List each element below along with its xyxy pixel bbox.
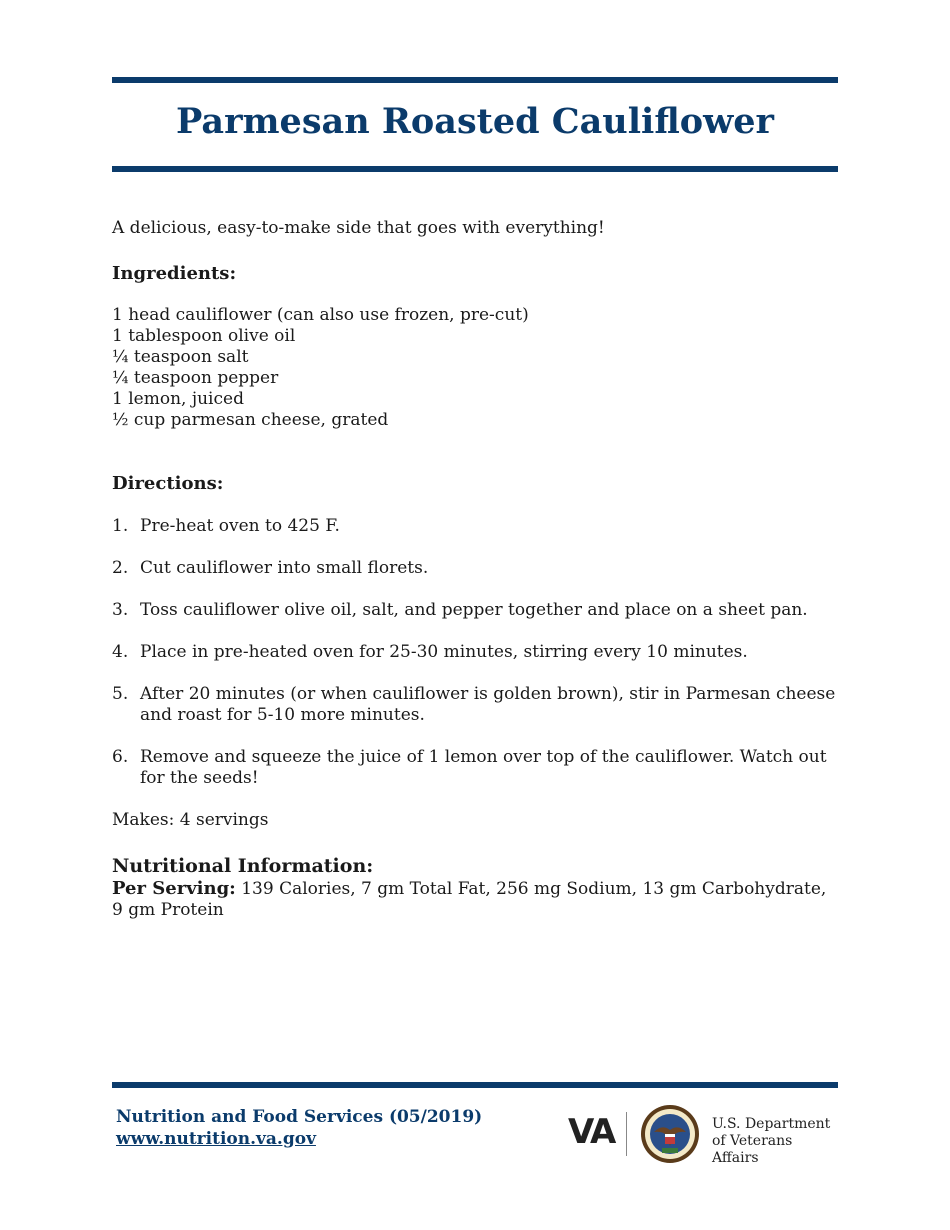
ingredient-item: 1 lemon, juiced: [112, 389, 244, 409]
va-wordmark: VA: [568, 1112, 615, 1152]
ingredient-item: ¼ teaspoon salt: [112, 347, 249, 367]
step-number: 5.: [112, 684, 129, 704]
direction-step: [112, 642, 840, 663]
ingredient-item: ½ cup parmesan cheese, grated: [112, 410, 389, 430]
nutrition-heading: Nutritional Information:: [112, 855, 374, 877]
direction-step: [112, 684, 840, 726]
step-number: 4.: [112, 642, 129, 662]
step-text: Place in pre-heated oven for 25-30 minutes, stirring every 10 minutes.: [140, 642, 748, 662]
direction-step: [112, 516, 840, 537]
ingredient-item: 1 head cauliflower (can also use frozen, pre-cut): [112, 305, 529, 325]
per-serving-values: 139 Calories, 7 gm Total Fat, 256 mg Sodium, 13 gm Carbohydrate, 9 gm Protein: [112, 879, 827, 920]
footer-rule: [112, 1082, 838, 1088]
per-serving-label: Per Serving:: [112, 878, 236, 899]
ingredient-item: 1 tablespoon olive oil: [112, 326, 296, 346]
dept-name: [712, 1116, 840, 1167]
footer-info: [116, 1106, 482, 1150]
step-number: 6.: [112, 747, 129, 767]
footer-org: Nutrition and Food Services (05/2019): [116, 1107, 483, 1127]
directions-list: [112, 516, 840, 789]
logo-divider: [626, 1112, 627, 1156]
footer-url-link[interactable]: www.nutrition.va.gov: [116, 1129, 316, 1149]
header-rule-top: [112, 77, 838, 83]
dept-line-1: U.S. Department: [712, 1116, 831, 1132]
directions-heading: Directions:: [112, 473, 224, 494]
va-seal-icon: [640, 1104, 700, 1164]
step-text: Pre-heat oven to 425 F.: [140, 516, 340, 536]
direction-step: [112, 747, 840, 789]
dept-line-2: of Veterans Affairs: [712, 1133, 793, 1166]
step-text: Cut cauliflower into small florets.: [140, 558, 429, 578]
servings-text: Makes: 4 servings: [112, 810, 269, 830]
va-logo: [568, 1102, 840, 1164]
header-rule-bottom: [112, 166, 838, 172]
intro-text: A delicious, easy-to-make side that goes with everything!: [112, 218, 605, 238]
ingredients-heading: Ingredients:: [112, 263, 237, 284]
page-title: Parmesan Roasted Cauliflower: [176, 101, 774, 142]
step-text: After 20 minutes (or when cauliflower is golden brown), stir in Parmesan cheese and roast for 5-10 more minutes.: [140, 684, 836, 725]
step-number: 1.: [112, 516, 129, 536]
recipe-content: [112, 216, 840, 921]
step-text: Remove and squeeze the juice of 1 lemon over top of the cauliflower. Watch out for the seeds!: [140, 747, 827, 788]
per-serving: [112, 878, 840, 921]
ingredients-list: [112, 305, 840, 431]
direction-step: [112, 600, 840, 621]
step-number: 2.: [112, 558, 129, 578]
ingredient-item: ¼ teaspoon pepper: [112, 368, 279, 388]
direction-step: [112, 558, 840, 579]
step-text: Toss cauliflower olive oil, salt, and pepper together and place on a sheet pan.: [140, 600, 808, 620]
step-number: 3.: [112, 600, 129, 620]
